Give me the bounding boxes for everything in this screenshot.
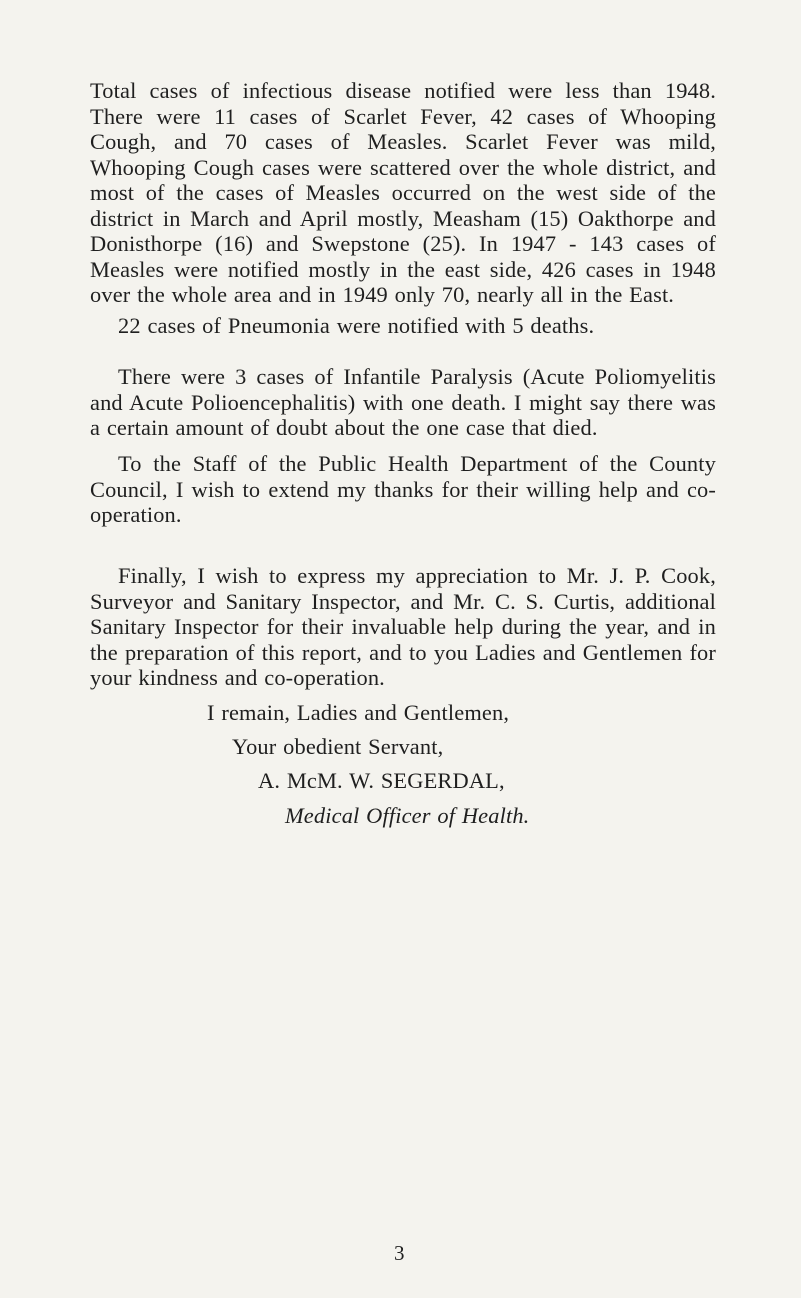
signature-title: Medical Officer of Health. <box>285 803 530 828</box>
paragraph-infantile-paralysis: There were 3 cases of Infantile Paralysis (Acute Poliomyelitis and Acute Polioencephalitis) with one death. I might say there was a certain amount of doubt about the one case that died. <box>90 364 716 440</box>
closing-servant: Your obedient Servant, <box>232 734 444 759</box>
closing-remain: I remain, Ladies and Gentlemen, <box>207 700 510 725</box>
paragraph-pneumonia: 22 cases of Pneumonia were notified with 5 deaths. <box>118 313 595 338</box>
paragraph-infectious-disease-summary: Total cases of infectious disease notified were less than 1948. There were 11 cases of Scarlet Fever, 42 cases of Whooping Cough, and 70 cases of Measles. Scarlet Fever was mild, Whooping Cough cases were scattered over the whole district, and most of the cases of Measles occurred on the west side of the district in March and April mostly, Measham (15) Oakthorpe and Donisthorpe (16) and Swepstone (25). In 1947 - 143 cases of Measles were notified mostly in the east side, 426 cases in 1948 over the whole area and in 1949 only 70, nearly all in the East. <box>90 78 716 307</box>
signature-name: A. McM. W. SEGERDAL, <box>258 768 505 793</box>
page-number: 3 <box>394 1241 405 1265</box>
paragraph-thanks-county-council: To the Staff of the Public Health Department of the County Council, I wish to extend my thanks for their willing help and co-operation. <box>90 451 716 527</box>
paragraph-appreciation: Finally, I wish to express my appreciation to Mr. J. P. Cook, Surveyor and Sanitary Inspector, and Mr. C. S. Curtis, additional Sanitary Inspector for their invaluable help during the year, and in the preparation of this report, and to you Ladies and Gentlemen for your kindness and co-operation. <box>90 563 716 690</box>
